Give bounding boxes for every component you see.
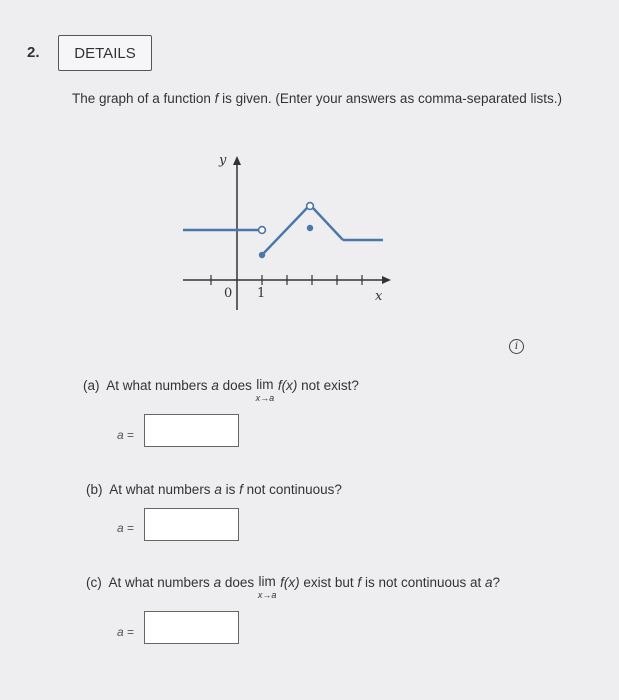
- open-point-peak: [307, 203, 314, 210]
- part-b-answer-input[interactable]: [144, 508, 239, 541]
- limit-notation: lim x→a: [257, 574, 277, 600]
- part-a-answer-input[interactable]: [144, 414, 239, 447]
- y-axis-arrow: [233, 156, 241, 165]
- question-number: 2.: [27, 44, 40, 61]
- info-icon[interactable]: i: [509, 339, 524, 354]
- x-axis-arrow: [382, 276, 391, 284]
- graph-segment-falling: [313, 208, 343, 240]
- origin-label: 0: [224, 286, 233, 301]
- details-button[interactable]: DETAILS: [58, 35, 152, 71]
- graph-segment-rising: [262, 208, 307, 255]
- x-axis-label: x: [375, 289, 383, 304]
- limit-notation: lim x→a: [255, 377, 275, 403]
- closed-point-start: [259, 252, 265, 258]
- part-c-answer-label: a =: [117, 625, 135, 639]
- function-graph: [175, 150, 395, 320]
- part-a-answer-label: a =: [117, 428, 135, 442]
- part-c-answer-input[interactable]: [144, 611, 239, 644]
- open-point-left: [259, 227, 266, 234]
- part-c-question: (c) At what numbers a does lim x→a f(x) exist but f is not continuous at a?: [86, 574, 501, 600]
- tick-label-1: 1: [257, 286, 266, 301]
- y-axis-label: y: [219, 153, 227, 168]
- part-b-question: (b) At what numbers a is f not continuous?: [86, 482, 342, 497]
- part-b-answer-label: a =: [117, 521, 135, 535]
- isolated-point: [307, 225, 313, 231]
- part-a-question: (a) At what numbers a does lim x→a f(x) not exist?: [83, 377, 359, 403]
- question-prompt: The graph of a function f is given. (Enter your answers as comma-separated lists.): [72, 91, 562, 106]
